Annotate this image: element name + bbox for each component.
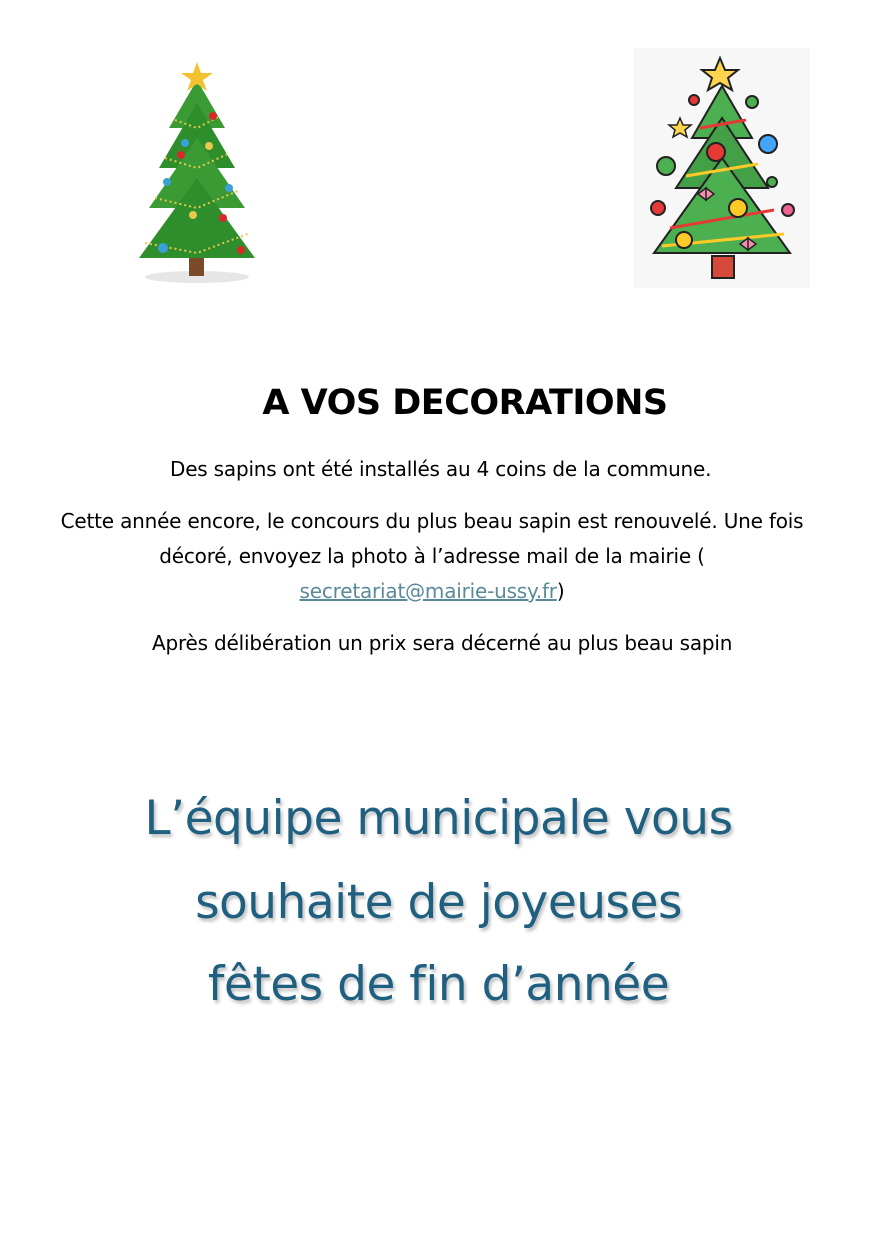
page-title: A VOS DECORATIONS [262,383,668,423]
greeting-line-2: souhaite de joyeuses [195,875,682,930]
paragraph-contest [60,504,804,609]
paragraph-contest-close: ) [556,579,565,603]
paragraph-trees-installed: Des sapins ont été installés au 4 coins de la commune. [170,457,712,481]
cartoon-christmas-tree-icon [634,48,810,288]
email-link[interactable]: secretariat@mairie-ussy.fr [299,579,557,603]
paragraph-contest-text: Cette année encore, le concours du plus beau sapin est renouvelé. Une fois décoré, envoyez la photo à l’adresse mail de la mairie ( [60,509,804,568]
christmas-tree-icon [135,58,255,288]
greeting-line-1: L’équipe municipale vous [144,791,733,846]
paragraph-prize: Après délibération un prix sera décerné au plus beau sapin [152,631,733,655]
greeting-line-3: fêtes de fin d’année [207,957,670,1012]
cartoon-christmas-tree-frame [634,48,810,288]
